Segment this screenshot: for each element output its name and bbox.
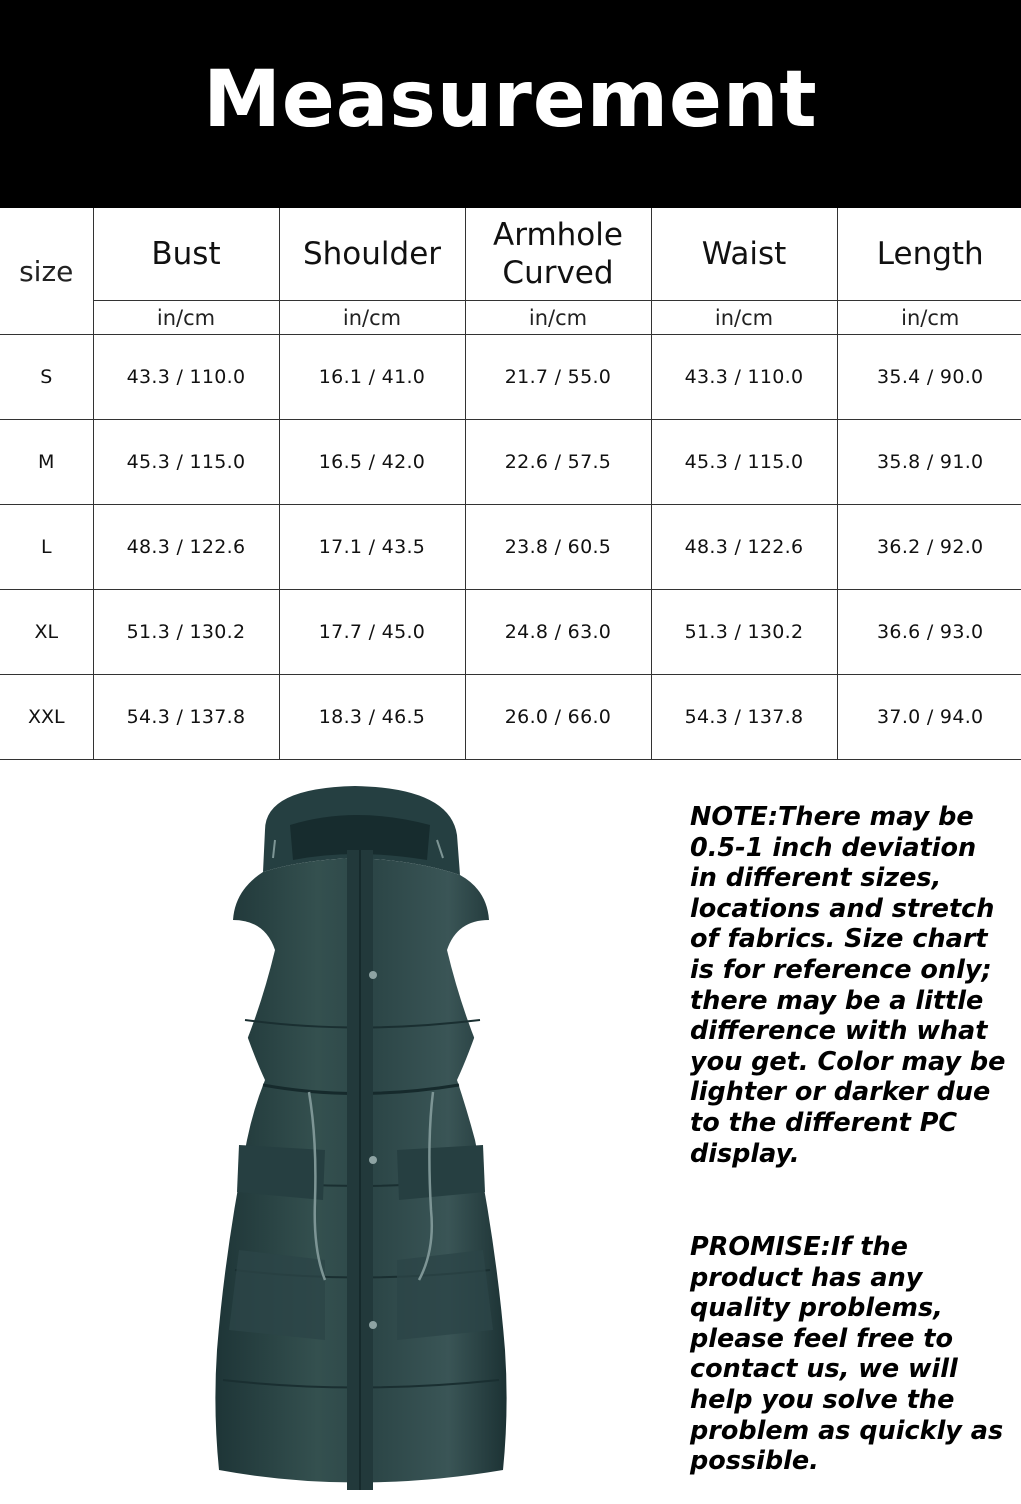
unit-label: in/cm: [837, 301, 1021, 335]
table-cell: 43.3 / 110.0: [93, 335, 279, 420]
table-cell: 35.4 / 90.0: [837, 335, 1021, 420]
size-cell: XL: [0, 590, 93, 675]
armhole-label-line2: Curved: [502, 255, 614, 291]
hooded-vest-icon: [205, 780, 515, 1500]
table-cell: 24.8 / 63.0: [465, 590, 651, 675]
title-banner: [0, 0, 1021, 208]
table-cell: 48.3 / 122.6: [93, 505, 279, 590]
unit-label: in/cm: [465, 301, 651, 335]
table-cell: 22.6 / 57.5: [465, 420, 651, 505]
unit-label: in/cm: [651, 301, 837, 335]
table-cell: 54.3 / 137.8: [93, 675, 279, 760]
unit-label: in/cm: [279, 301, 465, 335]
table-cell: 51.3 / 130.2: [93, 590, 279, 675]
table-cell: 26.0 / 66.0: [465, 675, 651, 760]
page-title: Measurement: [203, 55, 818, 145]
table-cell: 16.1 / 41.0: [279, 335, 465, 420]
note-text: NOTE:There may be 0.5-1 inch deviation in different sizes, locations and stretch of fabrics. Size chart is for reference only; there may be a little difference with what you get. Color may be lighter or darker due to the different PC display.: [690, 802, 1006, 1169]
table-cell: 18.3 / 46.5: [279, 675, 465, 760]
promise-text: PROMISE:If the product has any quality problems, please feel free to contact us, we will help you solve the problem as quickly as possible.: [690, 1232, 1004, 1477]
column-header-waist: Waist: [651, 208, 837, 301]
table-cell: 36.2 / 92.0: [837, 505, 1021, 590]
size-chart-table: [0, 208, 1021, 760]
table-row: [0, 335, 1021, 420]
column-header-shoulder: Shoulder: [279, 208, 465, 301]
table-row: [0, 505, 1021, 590]
column-header-bust: Bust: [93, 208, 279, 301]
table-cell: 48.3 / 122.6: [651, 505, 837, 590]
table-row: [0, 420, 1021, 505]
table-cell: 37.0 / 94.0: [837, 675, 1021, 760]
table-row: [0, 675, 1021, 760]
table-cell: 45.3 / 115.0: [651, 420, 837, 505]
armhole-label-line1: Armhole: [493, 217, 623, 253]
table-cell: 17.1 / 43.5: [279, 505, 465, 590]
table-cell: 43.3 / 110.0: [651, 335, 837, 420]
size-column-header: size: [0, 208, 93, 335]
table-cell: 36.6 / 93.0: [837, 590, 1021, 675]
product-image: [205, 780, 515, 1500]
size-cell: S: [0, 335, 93, 420]
table-header-row: [0, 208, 1021, 301]
size-cell: M: [0, 420, 93, 505]
unit-label: in/cm: [93, 301, 279, 335]
column-header-length: Length: [837, 208, 1021, 301]
size-cell: L: [0, 505, 93, 590]
table-cell: 16.5 / 42.0: [279, 420, 465, 505]
table-cell: 21.7 / 55.0: [465, 335, 651, 420]
size-cell: XXL: [0, 675, 93, 760]
table-cell: 35.8 / 91.0: [837, 420, 1021, 505]
table-cell: 45.3 / 115.0: [93, 420, 279, 505]
table-row: [0, 590, 1021, 675]
column-header-armhole: [465, 208, 651, 301]
table-cell: 51.3 / 130.2: [651, 590, 837, 675]
table-cell: 54.3 / 137.8: [651, 675, 837, 760]
table-cell: 23.8 / 60.5: [465, 505, 651, 590]
table-cell: 17.7 / 45.0: [279, 590, 465, 675]
table-unit-row: [0, 301, 1021, 335]
